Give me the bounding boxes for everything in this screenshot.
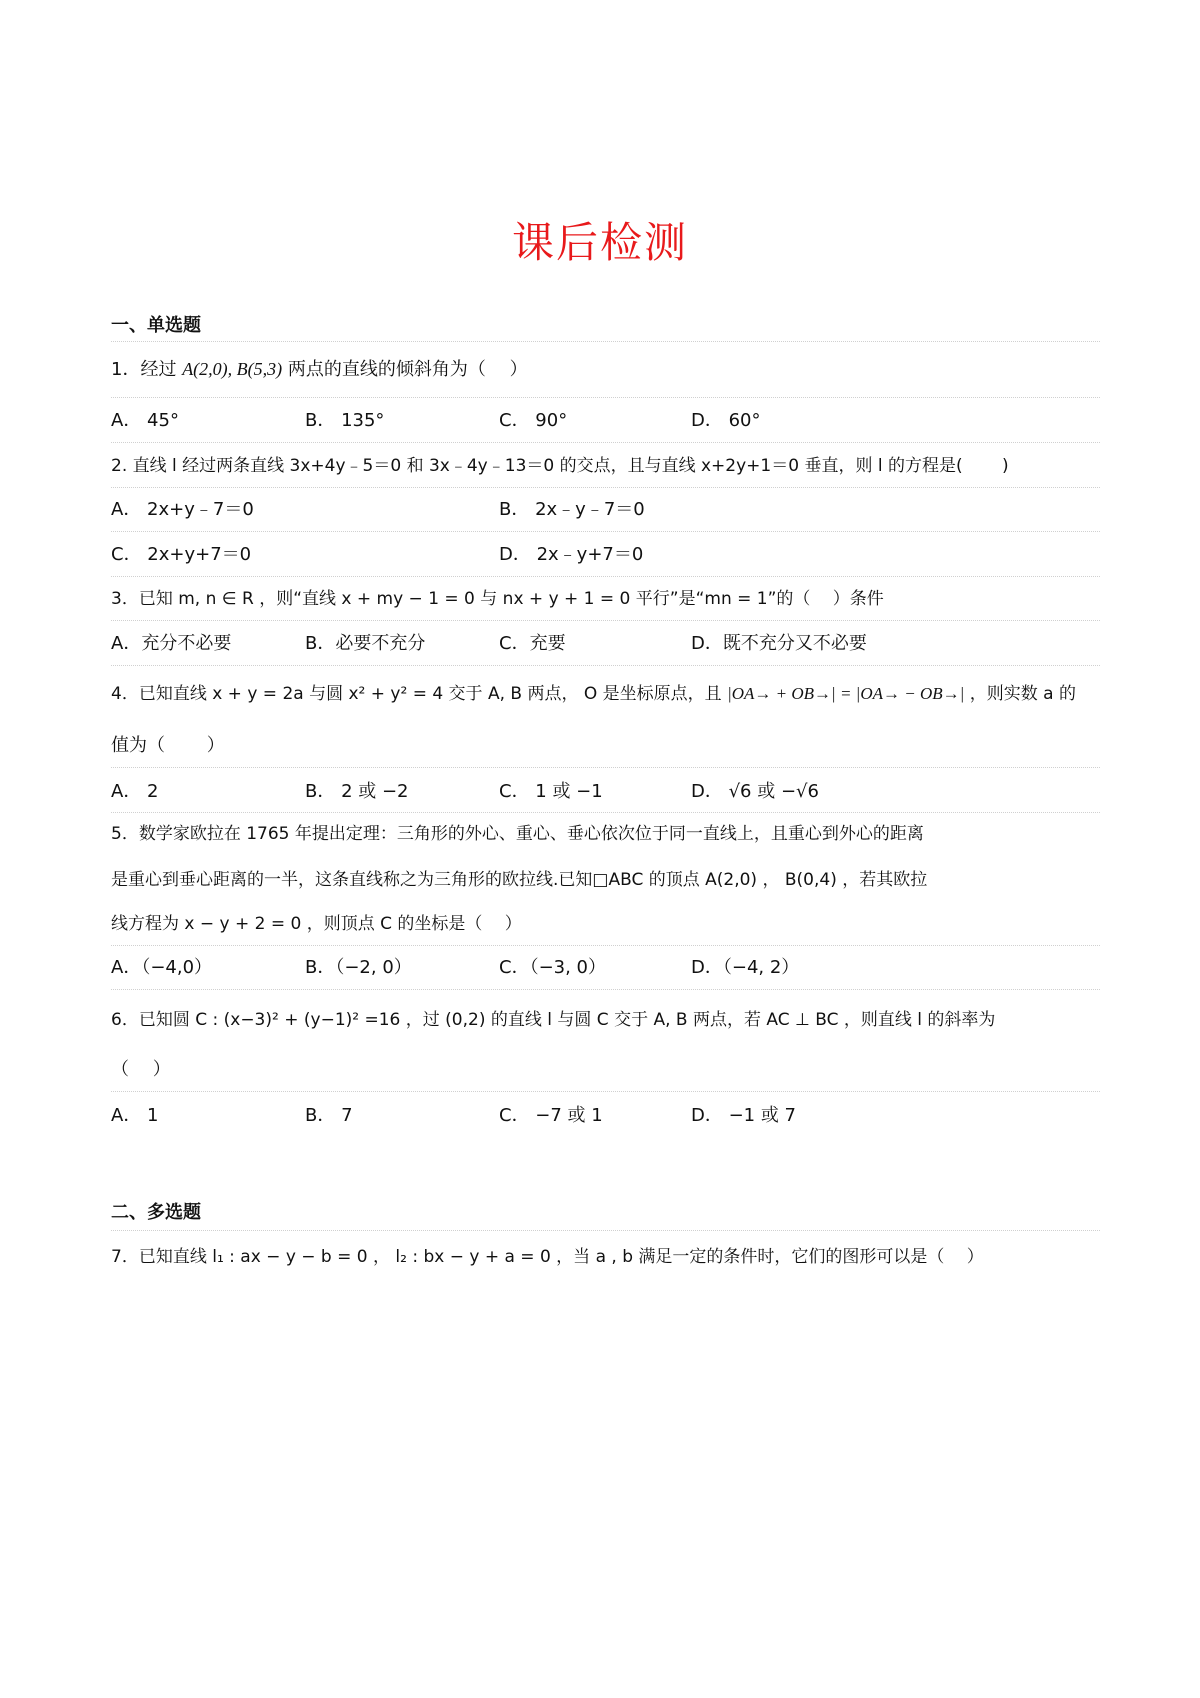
divider xyxy=(111,576,1100,577)
question-2-stem: 2. 直线 l 经过两条直线 3x+4y﹣5＝0 和 3x﹣4y﹣13＝0 的交点，且与直线 x+2y+1＝0 垂直，则 l 的方程是( ) xyxy=(111,456,1009,476)
question-6-line-1: 6．已知圆 C : (x−3)² + (y−1)² =16 ，过 (0,2) 的直线 l 与圆 C 交于 A, B 两点，若 AC ⊥ BC ，则直线 l 的斜率为 xyxy=(111,1010,996,1030)
option-c[interactable]: C． 2x+y+7＝0 xyxy=(111,544,252,565)
divider xyxy=(111,487,1100,488)
option-a[interactable]: A．充分不必要 xyxy=(111,633,232,654)
question-1-prefix: 1．经过 xyxy=(111,359,177,380)
option-c[interactable]: C．充要 xyxy=(499,633,566,654)
option-d[interactable]: D．（−4, 2） xyxy=(691,957,800,978)
divider xyxy=(111,1091,1100,1092)
option-a[interactable]: A．（−4,0） xyxy=(111,957,213,978)
option-a[interactable]: A． 1 xyxy=(111,1105,159,1126)
option-a[interactable]: A． 2x+y﹣7＝0 xyxy=(111,499,254,520)
question-4-stem-line-2: 值为（ ） xyxy=(111,735,225,756)
page-title: 课后检测 xyxy=(511,218,688,267)
question-1-points: A(2,0), B(5,3) xyxy=(182,359,283,379)
divider xyxy=(111,767,1100,768)
option-b[interactable]: B．（−2, 0） xyxy=(305,957,412,978)
option-b[interactable]: B． 135° xyxy=(305,410,385,431)
option-d[interactable]: D． 2x﹣y+7＝0 xyxy=(499,544,644,565)
option-d[interactable]: D． 60° xyxy=(691,410,761,431)
vector-equation: |OA→ + OB→| = |OA→ − OB→| xyxy=(727,684,965,703)
option-b[interactable]: B．必要不充分 xyxy=(305,633,426,654)
divider xyxy=(111,812,1100,813)
option-a[interactable]: A． 45° xyxy=(111,410,179,431)
section-heading-single-choice: 一、单选题 xyxy=(111,315,201,336)
divider xyxy=(111,989,1100,990)
divider xyxy=(111,945,1100,946)
question-5-line-3: 线方程为 x − y + 2 = 0 ，则顶点 C 的坐标是（ ） xyxy=(111,914,522,934)
question-6-line-2: （ ） xyxy=(111,1059,171,1080)
question-4-stem-line-1 xyxy=(111,682,1100,706)
option-c[interactable]: C． 1 或 −1 xyxy=(499,781,603,802)
option-c[interactable]: C． −7 或 1 xyxy=(499,1105,603,1126)
section-heading-multiple-choice: 二、多选题 xyxy=(111,1202,201,1223)
divider xyxy=(111,620,1100,621)
divider xyxy=(111,341,1100,342)
divider xyxy=(111,442,1100,443)
question-5-line-1: 5．数学家欧拉在 1765 年提出定理：三角形的外心、重心、垂心依次位于同一直线上，且重心到外心的距离 xyxy=(111,824,924,844)
option-b[interactable]: B． 7 xyxy=(305,1105,353,1126)
divider xyxy=(111,531,1100,532)
question-3-stem: 3．已知 m, n ∈ R ，则“直线 x + my − 1 = 0 与 nx + y + 1 = 0 平行”是“mn = 1”的（ ）条件 xyxy=(111,589,884,609)
option-a[interactable]: A． 2 xyxy=(111,781,159,802)
option-d[interactable]: D． √6 或 −√6 xyxy=(691,781,819,802)
question-4-stem-a: 4．已知直线 x + y = 2a 与圆 x² + y² = 4 交于 A, B 两点， O 是坐标原点，且 xyxy=(111,684,722,704)
option-d[interactable]: D． −1 或 7 xyxy=(691,1105,797,1126)
divider xyxy=(111,665,1100,666)
divider xyxy=(111,1230,1100,1231)
option-d[interactable]: D．既不充分又不必要 xyxy=(691,633,867,654)
option-c[interactable]: C． 90° xyxy=(499,410,568,431)
question-5-line-2: 是重心到垂心距离的一半，这条直线称之为三角形的欧拉线.已知□ABC 的顶点 A(2,0) ， B(0,4) ，若其欧拉 xyxy=(111,870,928,890)
divider xyxy=(111,397,1100,398)
question-1-suffix: 两点的直线的倾斜角为（ ） xyxy=(287,359,528,380)
question-4-stem-b: ，则实数 a 的 xyxy=(969,684,1076,704)
option-c[interactable]: C．（−3, 0） xyxy=(499,957,606,978)
question-1-stem xyxy=(111,357,1100,382)
option-b[interactable]: B． 2x﹣y﹣7＝0 xyxy=(499,499,645,520)
question-7-stem: 7．已知直线 l₁ : ax − y − b = 0 ， l₂ : bx − y + a = 0 ，当 a , b 满足一定的条件时，它们的图形可以是（ ） xyxy=(111,1247,984,1267)
option-b[interactable]: B． 2 或 −2 xyxy=(305,781,409,802)
